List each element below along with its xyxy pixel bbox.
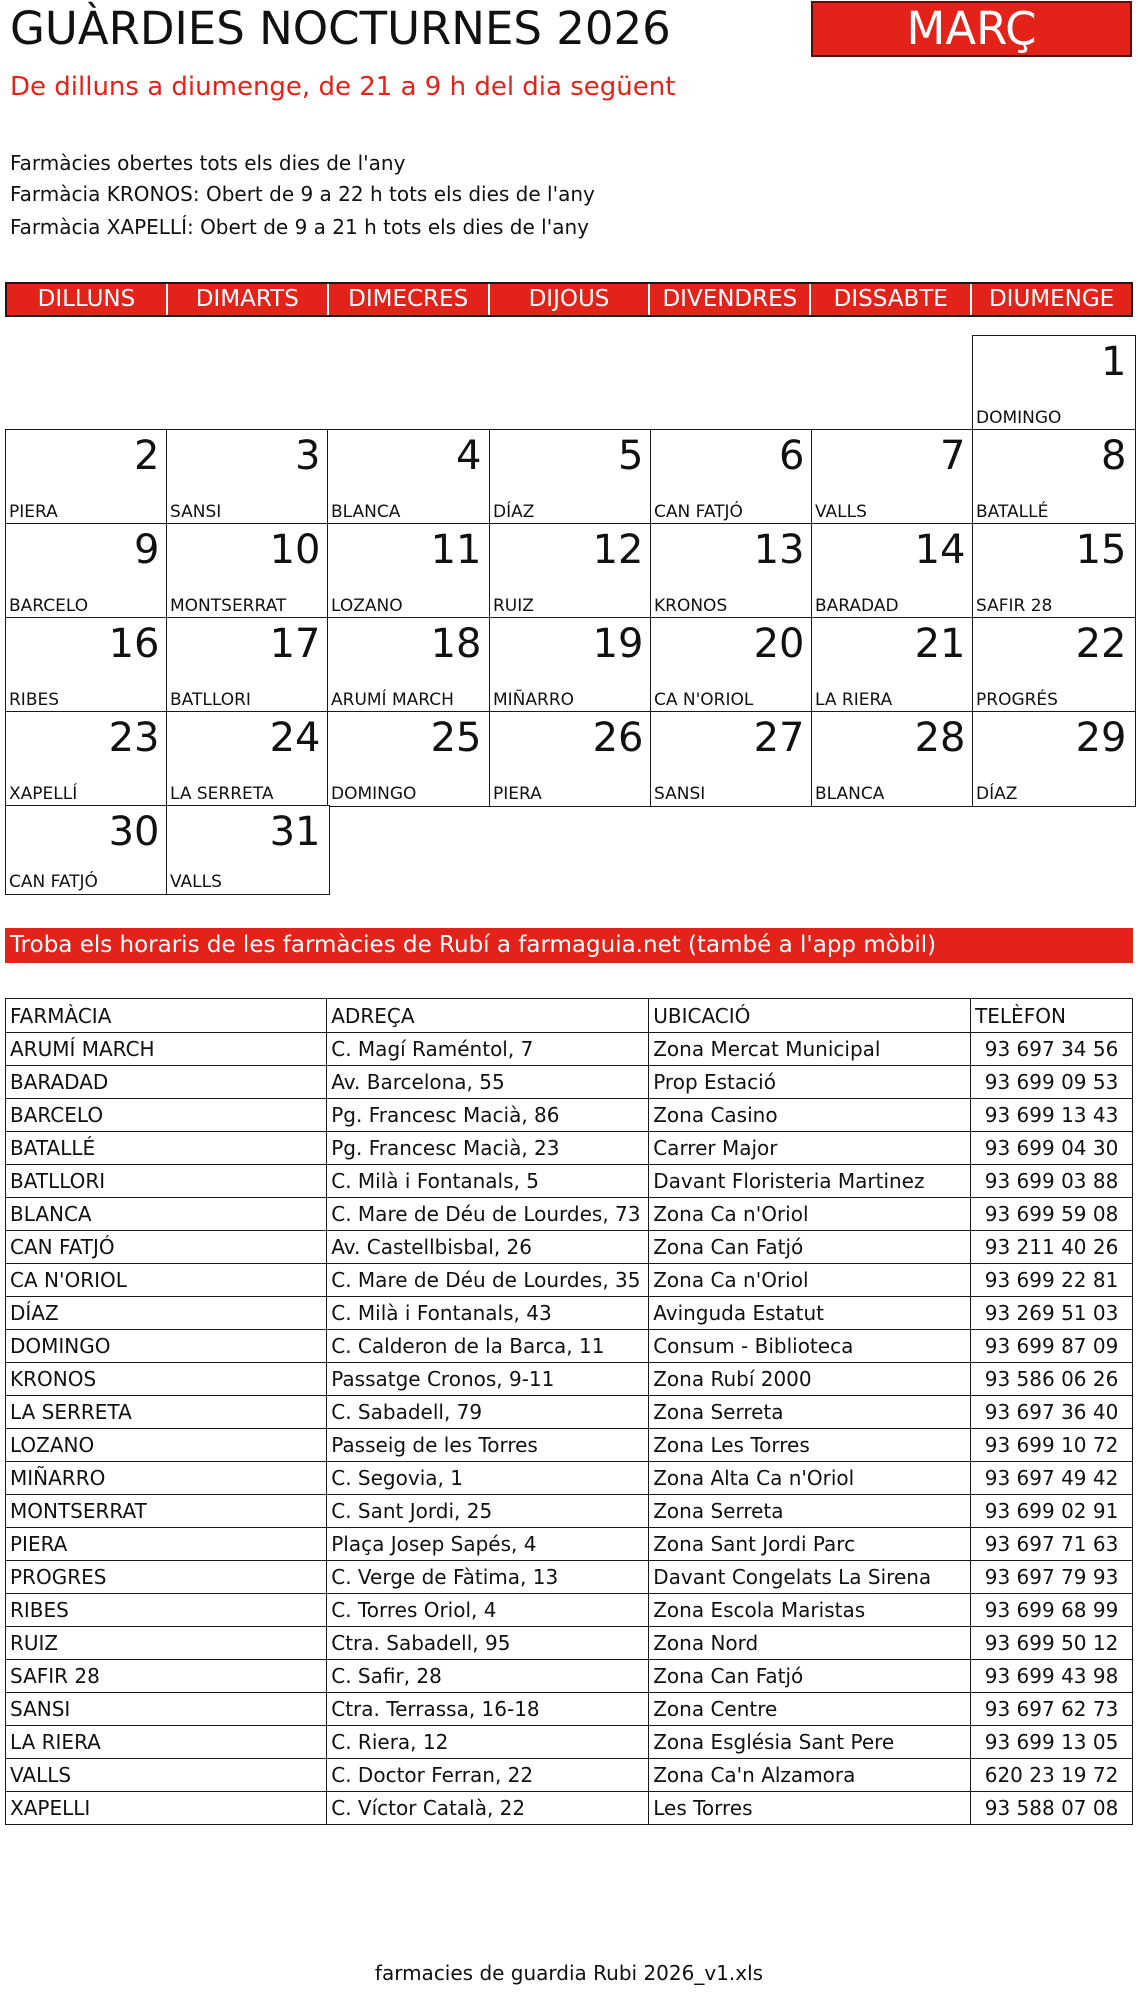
pharmacy-location: Zona Ca'n Alzamora: [649, 1759, 971, 1792]
pharmacy-name: BARADAD: [6, 1066, 327, 1099]
pharmacy-location: Avinguda Estatut: [649, 1297, 971, 1330]
pharmacy-address: Pg. Francesc Macià, 23: [327, 1132, 649, 1165]
pharmacy-location: Les Torres: [649, 1792, 971, 1825]
on-duty-pharmacy: DÍAZ: [493, 501, 535, 522]
calendar-day-cell: [489, 711, 653, 807]
pharmacy-phone: 93 586 06 26: [971, 1363, 1133, 1396]
pharmacy-location: Consum - Biblioteca: [649, 1330, 971, 1363]
table-row: [6, 1528, 1133, 1561]
pharmacy-directory: [5, 998, 1133, 1825]
calendar-day-cell: [811, 617, 975, 713]
weekday-friday: DIVENDRES: [650, 284, 811, 315]
pharmacy-name: MONTSERRAT: [6, 1495, 327, 1528]
calendar-day-cell: [489, 617, 653, 713]
pharmacy-location: Davant Congelats La Sirena: [649, 1561, 971, 1594]
calendar-day-cell: [5, 711, 169, 807]
weekday-thursday: DIJOUS: [490, 284, 651, 315]
pharmacy-location: Zona Ca n'Oriol: [649, 1198, 971, 1231]
day-number: 31: [269, 809, 321, 855]
calendar-day-cell: [972, 429, 1136, 525]
pharmacy-address: Av. Castellbisbal, 26: [327, 1231, 649, 1264]
table-row: [6, 1495, 1133, 1528]
pharmacy-address: Passatge Cronos, 9-11: [327, 1363, 649, 1396]
calendar-day-cell: [327, 429, 491, 525]
calendar-day-cell: [327, 711, 491, 807]
on-duty-pharmacy: CA N'ORIOL: [654, 689, 754, 710]
day-number: 19: [592, 621, 644, 667]
calendar-day-cell: [327, 523, 491, 619]
pharmacy-phone: 93 697 71 63: [971, 1528, 1133, 1561]
pharmacy-name: BLANCA: [6, 1198, 327, 1231]
pharmacy-address: C. Segovia, 1: [327, 1462, 649, 1495]
on-duty-pharmacy: LOZANO: [331, 595, 403, 616]
on-duty-pharmacy: MIÑARRO: [493, 689, 575, 710]
day-number: 10: [269, 527, 321, 573]
calendar-day-cell: [811, 429, 975, 525]
pharmacy-location: Zona Centre: [649, 1693, 971, 1726]
month-label: MARÇ: [811, 1, 1132, 57]
pharmacy-name: PIERA: [6, 1528, 327, 1561]
pharmacy-address: C. Mare de Déu de Lourdes, 73: [327, 1198, 649, 1231]
pharmacy-address: C. Víctor Català, 22: [327, 1792, 649, 1825]
pharmacy-location: Davant Floristeria Martinez: [649, 1165, 971, 1198]
table-row: [6, 1396, 1133, 1429]
pharmacy-name: SAFIR 28: [6, 1660, 327, 1693]
pharmacy-address: C. Milà i Fontanals, 5: [327, 1165, 649, 1198]
pharmacy-address: C. Calderon de la Barca, 11: [327, 1330, 649, 1363]
day-number: 25: [430, 715, 482, 761]
info-kronos-name: Farmàcia KRONOS: [10, 182, 193, 206]
calendar-day-cell: [489, 523, 653, 619]
pharmacy-location: Zona Nord: [649, 1627, 971, 1660]
pharmacy-name: RIBES: [6, 1594, 327, 1627]
pharmacy-phone: 620 23 19 72: [971, 1759, 1133, 1792]
on-duty-pharmacy: DOMINGO: [331, 783, 417, 804]
table-row: [6, 1594, 1133, 1627]
pharmacy-phone: 93 699 10 72: [971, 1429, 1133, 1462]
on-duty-pharmacy: SAFIR 28: [976, 595, 1053, 616]
weekday-monday: DILLUNS: [7, 284, 168, 315]
pharmacy-address: C. Torres Oriol, 4: [327, 1594, 649, 1627]
pharmacy-location: Zona Escola Maristas: [649, 1594, 971, 1627]
pharmacy-name: CAN FATJÓ: [6, 1231, 327, 1264]
info-kronos-hours: : Obert de 9 a 22 h tots els dies de l'any: [192, 182, 595, 206]
pharmacy-phone: 93 699 02 91: [971, 1495, 1133, 1528]
day-number: 27: [753, 715, 805, 761]
on-duty-pharmacy: BATLLORI: [170, 689, 251, 710]
pharmacy-location: Prop Estació: [649, 1066, 971, 1099]
calendar-day-cell: [972, 617, 1136, 713]
calendar-day-cell: [972, 711, 1136, 807]
directory-body: [6, 1033, 1133, 1825]
table-row: [6, 1462, 1133, 1495]
schedule-subtitle: De dilluns a diumenge, de 21 a 9 h del dia següent: [10, 72, 676, 102]
calendar-day-cell: [811, 711, 975, 807]
pharmacy-name: DÍAZ: [6, 1297, 327, 1330]
on-duty-pharmacy: LA SERRETA: [170, 783, 274, 804]
pharmacy-name: PROGRES: [6, 1561, 327, 1594]
pharmacy-phone: 93 697 62 73: [971, 1693, 1133, 1726]
pharmacy-phone: 93 699 22 81: [971, 1264, 1133, 1297]
on-duty-pharmacy: ARUMÍ MARCH: [331, 689, 454, 710]
pharmacy-location: Zona Serreta: [649, 1396, 971, 1429]
page-title: GUÀRDIES NOCTURNES 2026: [10, 2, 671, 55]
pharmacy-phone: 93 697 79 93: [971, 1561, 1133, 1594]
calendar-day-cell: [166, 711, 330, 807]
pharmacy-address: C. Riera, 12: [327, 1726, 649, 1759]
on-duty-pharmacy: BARADAD: [815, 595, 899, 616]
on-duty-pharmacy: RIBES: [9, 689, 60, 710]
pharmacy-name: XAPELLI: [6, 1792, 327, 1825]
pharmacy-name: KRONOS: [6, 1363, 327, 1396]
day-number: 29: [1075, 715, 1127, 761]
pharmacy-phone: 93 699 59 08: [971, 1198, 1133, 1231]
table-row: [6, 1627, 1133, 1660]
pharmacy-address: C. Safir, 28: [327, 1660, 649, 1693]
pharmacy-address: C. Sant Jordi, 25: [327, 1495, 649, 1528]
on-duty-pharmacy: VALLS: [815, 501, 867, 522]
table-row: [6, 1297, 1133, 1330]
pharmacy-phone: 93 697 36 40: [971, 1396, 1133, 1429]
calendar-day-cell: [650, 711, 814, 807]
pharmacy-phone: 93 699 13 05: [971, 1726, 1133, 1759]
table-row: [6, 1726, 1133, 1759]
day-number: 3: [295, 433, 321, 479]
day-number: 9: [134, 527, 160, 573]
pharmacy-address: C. Doctor Ferran, 22: [327, 1759, 649, 1792]
on-duty-pharmacy: SANSI: [170, 501, 222, 522]
pharmacy-location: Zona Mercat Municipal: [649, 1033, 971, 1066]
calendar-day-cell: [5, 805, 169, 895]
calendar-day-cell: [5, 523, 169, 619]
pharmacy-name: BATALLÉ: [6, 1132, 327, 1165]
on-duty-pharmacy: PIERA: [9, 501, 58, 522]
on-duty-pharmacy: KRONOS: [654, 595, 728, 616]
pharmacy-location: Zona Serreta: [649, 1495, 971, 1528]
day-number: 8: [1101, 433, 1127, 479]
table-row: [6, 1660, 1133, 1693]
day-number: 21: [914, 621, 966, 667]
table-row: [6, 1693, 1133, 1726]
weekday-wednesday: DIMECRES: [329, 284, 490, 315]
day-number: 16: [108, 621, 160, 667]
pharmacy-location: Zona Església Sant Pere: [649, 1726, 971, 1759]
table-row: [6, 1165, 1133, 1198]
on-duty-pharmacy: XAPELLÍ: [9, 783, 78, 804]
table-row: [6, 1330, 1133, 1363]
day-number: 17: [269, 621, 321, 667]
calendar-day-cell: [327, 617, 491, 713]
pharmacy-phone: 93 699 04 30: [971, 1132, 1133, 1165]
on-duty-pharmacy: PROGRÉS: [976, 689, 1058, 710]
pharmacy-name: LA SERRETA: [6, 1396, 327, 1429]
directory-header-row: [6, 999, 1133, 1033]
day-number: 11: [430, 527, 482, 573]
calendar-day-cell: [5, 429, 169, 525]
pharmacy-name: ARUMÍ MARCH: [6, 1033, 327, 1066]
pharmacy-address: C. Milà i Fontanals, 43: [327, 1297, 649, 1330]
pharmacy-name: RUIZ: [6, 1627, 327, 1660]
col-pharmacy: FARMÀCIA: [6, 999, 327, 1033]
day-number: 6: [779, 433, 805, 479]
day-number: 18: [430, 621, 482, 667]
col-phone: TELÈFON: [971, 999, 1133, 1033]
calendar-day-cell: [166, 617, 330, 713]
col-location: UBICACIÓ: [649, 999, 971, 1033]
pharmacy-phone: 93 699 87 09: [971, 1330, 1133, 1363]
col-address: ADREÇA: [327, 999, 649, 1033]
on-duty-pharmacy: VALLS: [170, 871, 222, 892]
pharmacy-address: Ctra. Terrassa, 16-18: [327, 1693, 649, 1726]
pharmacy-phone: 93 699 68 99: [971, 1594, 1133, 1627]
calendar-day-cell: [650, 523, 814, 619]
table-row: [6, 1198, 1133, 1231]
on-duty-pharmacy: BARCELO: [9, 595, 89, 616]
info-always-open: Farmàcies obertes tots els dies de l'any: [10, 151, 406, 175]
on-duty-pharmacy: DOMINGO: [976, 407, 1062, 428]
pharmacy-name: LOZANO: [6, 1429, 327, 1462]
day-number: 14: [914, 527, 966, 573]
pharmacy-name: SANSI: [6, 1693, 327, 1726]
calendar-day-cell: [972, 335, 1136, 431]
pharmacy-name: BARCELO: [6, 1099, 327, 1132]
file-name-footer: farmacies de guardia Rubi 2026_v1.xls: [374, 1961, 764, 1985]
pharmacy-location: Zona Rubí 2000: [649, 1363, 971, 1396]
table-row: [6, 1264, 1133, 1297]
pharmacy-address: C. Magí Raméntol, 7: [327, 1033, 649, 1066]
table-row: [6, 1429, 1133, 1462]
pharmacy-name: BATLLORI: [6, 1165, 327, 1198]
table-row: [6, 1099, 1133, 1132]
on-duty-pharmacy: SANSI: [654, 783, 706, 804]
calendar-day-cell: [166, 429, 330, 525]
on-duty-pharmacy: DÍAZ: [976, 783, 1018, 804]
day-number: 20: [753, 621, 805, 667]
pharmacy-phone: 93 588 07 08: [971, 1792, 1133, 1825]
calendar-day-cell: [650, 617, 814, 713]
pharmacy-phone: 93 211 40 26: [971, 1231, 1133, 1264]
pharmacy-address: Pg. Francesc Macià, 86: [327, 1099, 649, 1132]
pharmacy-location: Zona Ca n'Oriol: [649, 1264, 971, 1297]
table-row: [6, 1561, 1133, 1594]
pharmacy-address: C. Mare de Déu de Lourdes, 35: [327, 1264, 649, 1297]
pharmacy-phone: 93 697 49 42: [971, 1462, 1133, 1495]
day-number: 28: [914, 715, 966, 761]
table-row: [6, 1132, 1133, 1165]
calendar-day-cell: [5, 617, 169, 713]
day-number: 15: [1075, 527, 1127, 573]
table-row: [6, 1231, 1133, 1264]
pharmacy-name: CA N'ORIOL: [6, 1264, 327, 1297]
pharmacy-address: Passeig de les Torres: [327, 1429, 649, 1462]
table-row: [6, 1759, 1133, 1792]
pharmacy-phone: 93 699 50 12: [971, 1627, 1133, 1660]
pharmacy-address: Plaça Josep Sapés, 4: [327, 1528, 649, 1561]
day-number: 24: [269, 715, 321, 761]
day-number: 30: [108, 809, 160, 855]
table-row: [6, 1363, 1133, 1396]
pharmacy-location: Zona Sant Jordi Parc: [649, 1528, 971, 1561]
day-number: 23: [108, 715, 160, 761]
info-xapelli: [10, 214, 589, 240]
pharmacy-location: Carrer Major: [649, 1132, 971, 1165]
table-row: [6, 1792, 1133, 1825]
pharmacy-name: MIÑARRO: [6, 1462, 327, 1495]
on-duty-pharmacy: PIERA: [493, 783, 542, 804]
pharmacy-address: Av. Barcelona, 55: [327, 1066, 649, 1099]
day-number: 22: [1075, 621, 1127, 667]
pharmacy-phone: 93 699 09 53: [971, 1066, 1133, 1099]
on-duty-pharmacy: BLANCA: [815, 783, 885, 804]
pharmacy-address: Ctra. Sabadell, 95: [327, 1627, 649, 1660]
pharmacy-location: Zona Can Fatjó: [649, 1231, 971, 1264]
info-xapelli-name: Farmàcia XAPELLÍ: [10, 215, 187, 239]
table-row: [6, 1033, 1133, 1066]
calendar-day-cell: [166, 523, 330, 619]
pharmacy-location: Zona Alta Ca n'Oriol: [649, 1462, 971, 1495]
pharmacy-name: VALLS: [6, 1759, 327, 1792]
on-duty-pharmacy: BATALLÉ: [976, 501, 1049, 522]
weekday-saturday: DISSABTE: [811, 284, 972, 315]
pharmacy-location: Zona Casino: [649, 1099, 971, 1132]
info-kronos: [10, 181, 595, 207]
info-xapelli-hours: : Obert de 9 a 21 h tots els dies de l'any: [186, 215, 589, 239]
pharmacy-phone: 93 699 43 98: [971, 1660, 1133, 1693]
day-number: 1: [1101, 339, 1127, 385]
on-duty-pharmacy: CAN FATJÓ: [9, 871, 98, 892]
day-number: 2: [134, 433, 160, 479]
day-number: 4: [456, 433, 482, 479]
day-number: 5: [618, 433, 644, 479]
on-duty-pharmacy: LA RIERA: [815, 689, 893, 710]
pharmacy-address: C. Verge de Fàtima, 13: [327, 1561, 649, 1594]
day-number: 26: [592, 715, 644, 761]
calendar-day-cell: [650, 429, 814, 525]
calendar-day-cell: [811, 523, 975, 619]
weekday-sunday: DIUMENGE: [988, 286, 1115, 312]
on-duty-pharmacy: CAN FATJÓ: [654, 501, 743, 522]
pharmacy-name: DOMINGO: [6, 1330, 327, 1363]
on-duty-pharmacy: BLANCA: [331, 501, 401, 522]
pharmacy-location: Zona Les Torres: [649, 1429, 971, 1462]
pharmacy-name: LA RIERA: [6, 1726, 327, 1759]
farmaguia-banner: Troba els horaris de les farmàcies de Rubí a farmaguia.net (també a l'app mòbil): [5, 928, 1133, 963]
pharmacy-phone: 93 269 51 03: [971, 1297, 1133, 1330]
calendar-day-cell: [972, 523, 1136, 619]
pharmacy-phone: 93 699 13 43: [971, 1099, 1133, 1132]
day-number: 7: [940, 433, 966, 479]
table-row: [6, 1066, 1133, 1099]
day-number: 13: [753, 527, 805, 573]
on-duty-pharmacy: MONTSERRAT: [170, 595, 287, 616]
calendar-day-cell: [166, 805, 330, 895]
on-duty-pharmacy: RUIZ: [493, 595, 534, 616]
pharmacy-location: Zona Can Fatjó: [649, 1660, 971, 1693]
day-number: 12: [592, 527, 644, 573]
pharmacy-phone: 93 699 03 88: [971, 1165, 1133, 1198]
calendar-day-cell: [489, 429, 653, 525]
weekday-tuesday: DIMARTS: [168, 284, 329, 315]
pharmacy-address: C. Sabadell, 79: [327, 1396, 649, 1429]
weekday-header: [5, 282, 1133, 317]
pharmacy-phone: 93 697 34 56: [971, 1033, 1133, 1066]
